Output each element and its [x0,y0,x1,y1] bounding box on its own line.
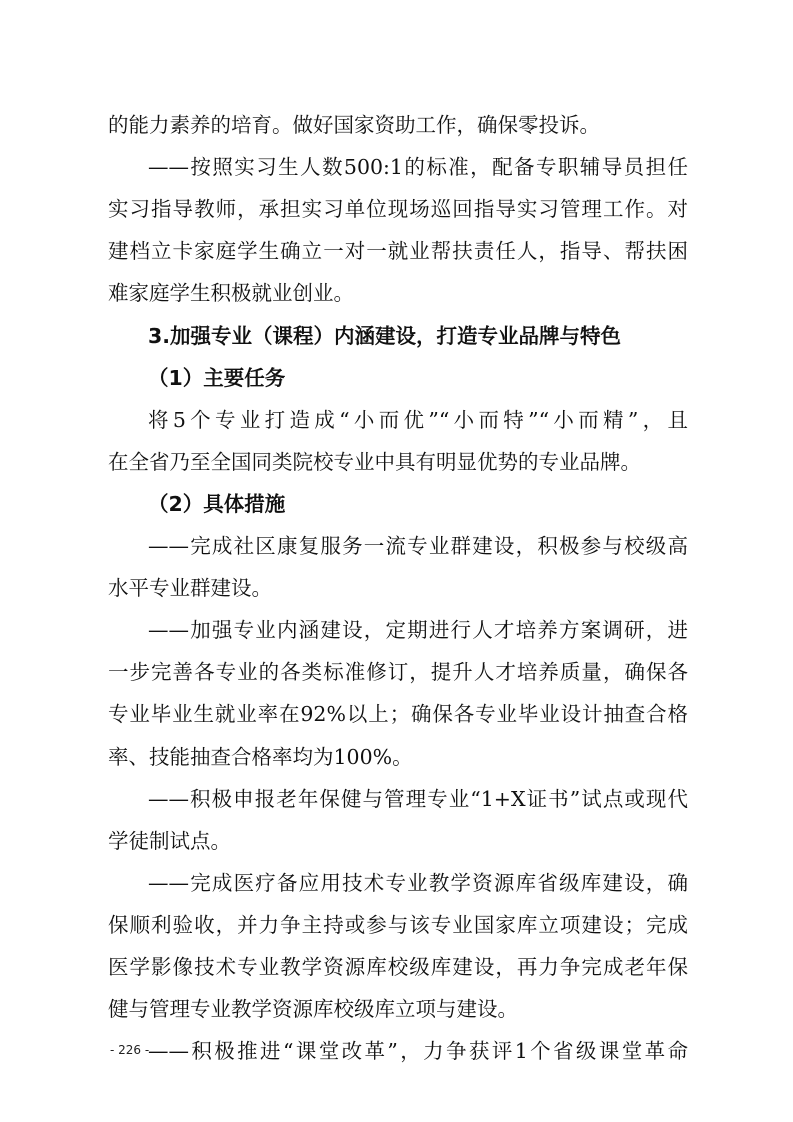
body-line: 学徒制试点。 [108,829,231,853]
body-line: 一步完善各专业的各类标准修订，提升人才培养质量，确保各 [108,660,688,684]
body-line: 将5个专业打造成“小而优”“小而特”“小而精”，且 [148,408,688,432]
body-line: 水平专业群建设。 [108,576,272,600]
body-line: ——积极申报老年保健与管理专业“1+X证书”试点或现代 [148,787,688,811]
body-line: 建档立卡家庭学生确立一对一就业帮扶责任人，指导、帮扶困 [108,239,688,263]
body-line: 在全省乃至全国同类院校专业中具有明显优势的专业品牌。 [108,450,641,474]
subsection-heading: （1）主要任务 [148,366,286,390]
body-line: 率、技能抽查合格率均为100%。 [108,745,413,769]
body-line: 保顺利验收，并力争主持或参与该专业国家库立项建设；完成 [108,913,688,937]
body-line: 健与管理专业教学资源库校级库立项与建设。 [108,997,518,1021]
body-line: ——完成社区康复服务一流专业群建设，积极参与校级高 [148,534,688,558]
body-line: 专业毕业生就业率在92%以上；确保各专业毕业设计抽查合格 [108,702,688,726]
body-line: ——按照实习生人数500:1的标准，配备专职辅导员担任 [148,155,688,179]
body-line: 实习指导教师，承担实习单位现场巡回指导实习管理工作。对 [108,197,688,221]
body-line: 的能力素养的培育。做好国家资助工作，确保零投诉。 [108,113,600,137]
section-heading: 3.加强专业（课程）内涵建设，打造专业品牌与特色 [148,324,622,348]
body-line: 难家庭学生积极就业创业。 [108,281,354,305]
body-line: 医学影像技术专业教学资源库校级库建设，再力争完成老年保 [108,955,688,979]
body-line: ——完成医疗备应用技术专业教学资源库省级库建设，确 [148,871,688,895]
page-number: - 226 - [110,1043,150,1057]
body-line: ——加强专业内涵建设，定期进行人才培养方案调研，进 [148,618,688,642]
subsection-heading: （2）具体措施 [148,492,286,516]
body-line: ——积极推进“课堂改革”，力争获评1个省级课堂革命 [148,1039,688,1063]
